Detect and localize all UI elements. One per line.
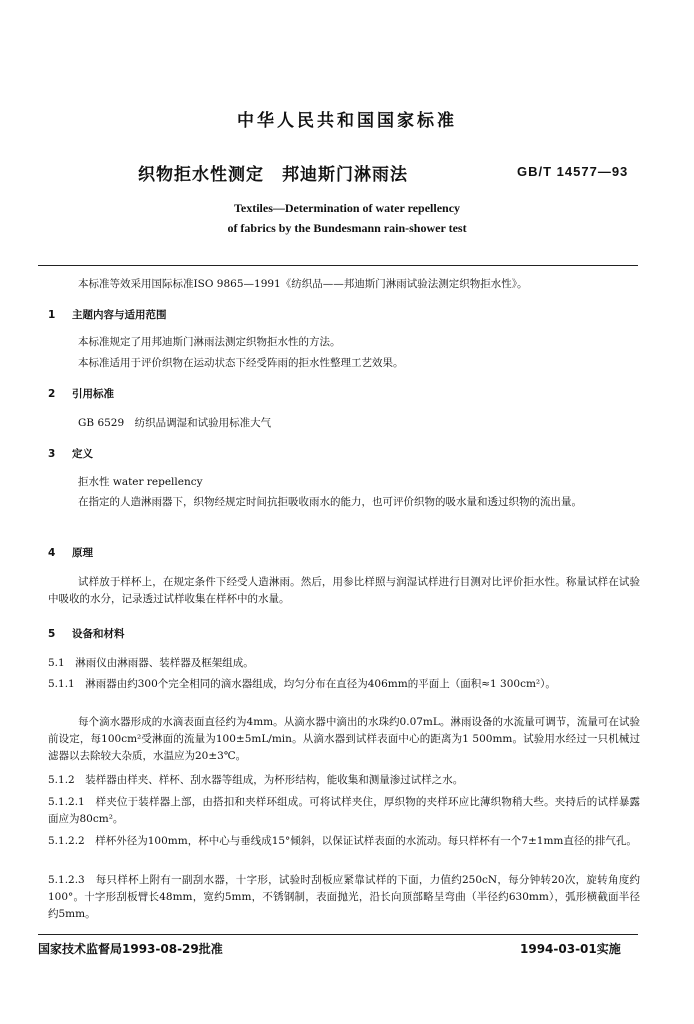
section-2-para-1: GB 6529 纺织品调湿和试验用标准大气: [78, 417, 272, 429]
document-title-en: [0, 198, 694, 238]
clause-5-1-1: 5.1.1 淋雨器由约300个完全相同的滴水器组成，均匀分布在直径为406mm的平面上（面积≈1 300cm²）。: [48, 678, 556, 690]
section-3-term: 拒水性 water repellency: [78, 476, 203, 488]
section-5-heading: 5 设备和材料: [48, 628, 125, 640]
clause-5-1-2-1: 5.1.2.1 样夹位于装样器上部，由搭扣和夹样环组成。可将试样夹住，厚织物的夹样环应比薄织物稍大些。夹持后的试样暴露面应为80cm²。: [48, 796, 640, 825]
title-en-line-2: of fabrics by the Bundesmann rain-shower test: [227, 221, 467, 235]
bottom-rule: [38, 934, 638, 935]
title-en-line-1: Textiles—Determination of water repellency: [233, 201, 461, 215]
intro-paragraph: 本标准等效采用国际标准ISO 9865—1991《纺织品——邦迪斯门淋雨试验法测定织物拒水性》。: [78, 278, 528, 290]
section-3-para-1: 在指定的人造淋雨器下，织物经规定时间抗拒吸收雨水的能力，也可评价织物的吸水量和透过织物的流出量。: [78, 496, 582, 508]
clause-5-1-2: 5.1.2 装样器由样夹、样杯、刮水器等组成，为杯形结构，能收集和测量渗过试样之水。: [48, 774, 464, 786]
clause-5-1-2-3: 5.1.2.3 每只样杯上附有一副刮水器，十字形，试验时刮板应紧靠试样的下面，力值约250cN，每分钟转20次，旋转角度约100°。十字形刮板臂长48mm，宽约5mm，不锈钢制，表面抛光，沿长向顶部略呈弯曲（半径约630mm），弧形横截面半径约5mm。: [48, 874, 640, 920]
section-1-para-2: 本标准适用于评价织物在运动状态下经受阵雨的拒水性整理工艺效果。: [78, 357, 404, 369]
approval-date: 国家技术监督局1993-08-29批准: [38, 942, 223, 956]
section-4-para-1: 试样放于样杯上，在规定条件下经受人造淋雨。然后，用参比样照与润湿试样进行目测对比评价拒水性。称量试样在试验中吸收的水分，记录透过试样收集在样杯中的水量。: [48, 576, 640, 605]
clause-5-1: 5.1 淋雨仪由淋雨器、装样器及框架组成。: [48, 657, 254, 669]
section-3-heading: 3 定义: [48, 448, 93, 460]
clause-5-1-1-para-2: 每个滴水器形成的水滴表面直径约为4mm。从滴水器中滴出的水珠约0.07mL。淋雨设备的水流量可调节，流量可在试验前设定，每100cm²受淋面的流量为100±5mL/min。从滴水器到试样表面中心的距离为1 500mm。试验用水经过一只机械过滤器以去除较大杂质，水温应为20±3℃。: [48, 716, 640, 762]
section-4-heading: 4 原理: [48, 547, 93, 559]
clause-5-1-2-2: 5.1.2.2 样杯外径为100mm，杯中心与垂线成15°倾斜，以保证试样表面的水流动。每只样杯有一个7±1mm直径的排气孔。: [48, 835, 637, 847]
top-rule: [38, 265, 638, 266]
section-1-para-1: 本标准规定了用邦迪斯门淋雨法测定织物拒水性的方法。: [78, 336, 341, 348]
standard-code: GB/T 14577—93: [517, 164, 629, 179]
section-1-heading: 1 主题内容与适用范围: [48, 309, 167, 321]
document-title-cn: 织物拒水性测定 邦迪斯门淋雨法: [138, 165, 408, 185]
national-standard-heading: 中华人民共和国国家标准: [237, 111, 457, 131]
implementation-date: 1994-03-01实施: [520, 942, 621, 956]
section-2-heading: 2 引用标准: [48, 388, 114, 400]
